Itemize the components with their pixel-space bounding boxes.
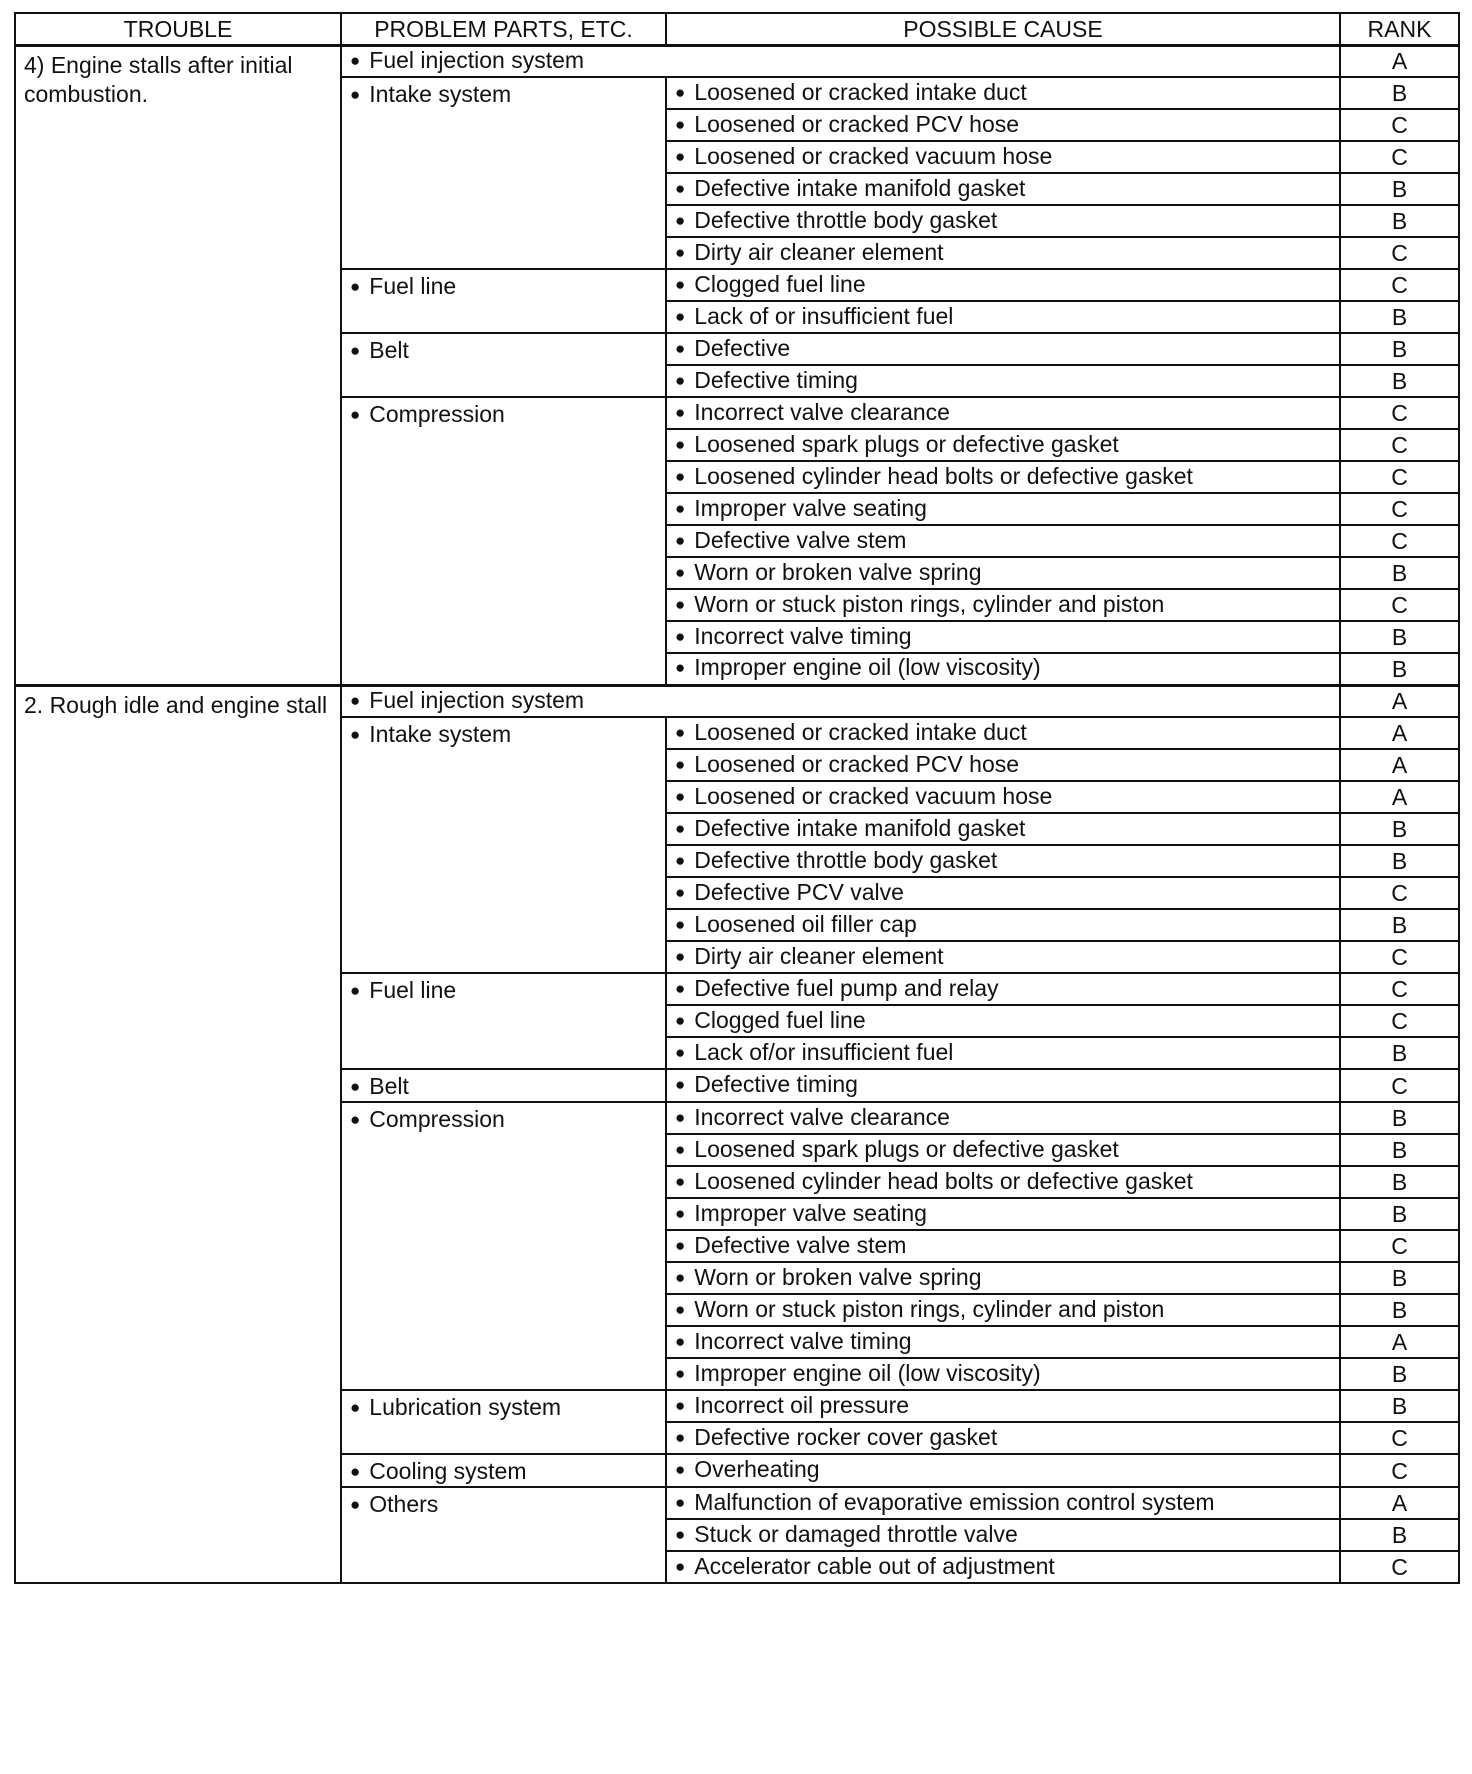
rank-cell: A — [1340, 1326, 1459, 1358]
rank-cell: C — [1340, 397, 1459, 429]
possible-cause-cell — [666, 397, 1340, 429]
possible-cause-label: ● Defective PCV valve — [675, 879, 904, 905]
rank-cell: C — [1340, 269, 1459, 301]
rank-cell: B — [1340, 333, 1459, 365]
problem-part-label: ● Fuel injection system — [350, 687, 584, 713]
possible-cause-label: ● Lack of/or insufficient fuel — [675, 1039, 953, 1065]
rank-cell: C — [1340, 429, 1459, 461]
possible-cause-cell — [666, 1230, 1340, 1262]
troubleshooting-table — [14, 12, 1460, 1584]
possible-cause-label: ● Clogged fuel line — [675, 1007, 866, 1033]
possible-cause-label: ● Loosened spark plugs or defective gasket — [675, 1136, 1119, 1162]
rank-cell: A — [1340, 1487, 1459, 1519]
rank-cell: B — [1340, 1198, 1459, 1230]
possible-cause-label: ● Worn or stuck piston rings, cylinder and piston — [675, 591, 1164, 617]
problem-part-cell — [341, 45, 1340, 77]
rank-cell: B — [1340, 621, 1459, 653]
possible-cause-cell — [666, 461, 1340, 493]
rank-cell: C — [1340, 589, 1459, 621]
possible-cause-cell — [666, 333, 1340, 365]
rank-cell: B — [1340, 301, 1459, 333]
possible-cause-cell — [666, 429, 1340, 461]
possible-cause-label: ● Defective — [675, 335, 790, 361]
rank-cell: C — [1340, 109, 1459, 141]
possible-cause-label: ● Defective valve stem — [675, 527, 906, 553]
possible-cause-label: ● Improper engine oil (low viscosity) — [675, 654, 1041, 680]
possible-cause-cell — [666, 1422, 1340, 1454]
header-problem-parts: PROBLEM PARTS, ETC. — [341, 13, 666, 45]
rank-cell: C — [1340, 973, 1459, 1005]
possible-cause-cell — [666, 1037, 1340, 1069]
rank-cell: C — [1340, 1454, 1459, 1487]
possible-cause-label: ● Defective timing — [675, 1071, 858, 1097]
possible-cause-cell — [666, 877, 1340, 909]
possible-cause-label: ● Worn or broken valve spring — [675, 1264, 982, 1290]
rank-cell: C — [1340, 1069, 1459, 1102]
table-body — [15, 45, 1459, 1583]
possible-cause-label: ● Incorrect valve timing — [675, 623, 912, 649]
possible-cause-label: ● Loosened or cracked vacuum hose — [675, 783, 1052, 809]
rank-cell: C — [1340, 1551, 1459, 1583]
rank-cell: C — [1340, 525, 1459, 557]
possible-cause-cell — [666, 77, 1340, 109]
problem-part-label: ● Compression — [350, 401, 505, 427]
possible-cause-label: ● Loosened spark plugs or defective gasket — [675, 431, 1119, 457]
rank-cell: B — [1340, 173, 1459, 205]
problem-part-label: ● Others — [350, 1491, 438, 1517]
problem-part-cell — [341, 973, 666, 1069]
trouble-cell: 4) Engine stalls after initial combustion. — [15, 45, 341, 685]
problem-part-label: ● Lubrication system — [350, 1394, 561, 1420]
possible-cause-cell — [666, 589, 1340, 621]
possible-cause-label: ● Defective rocker cover gasket — [675, 1424, 997, 1450]
possible-cause-label: ● Defective intake manifold gasket — [675, 175, 1025, 201]
possible-cause-label: ● Defective fuel pump and relay — [675, 975, 999, 1001]
possible-cause-cell — [666, 1519, 1340, 1551]
problem-part-label: ● Intake system — [350, 721, 511, 747]
rank-cell: B — [1340, 557, 1459, 589]
possible-cause-cell — [666, 1454, 1340, 1487]
possible-cause-label: ● Defective throttle body gasket — [675, 847, 997, 873]
possible-cause-cell — [666, 621, 1340, 653]
possible-cause-cell — [666, 1358, 1340, 1390]
rank-cell: C — [1340, 1422, 1459, 1454]
rank-cell: B — [1340, 205, 1459, 237]
possible-cause-cell — [666, 1069, 1340, 1102]
rank-cell: C — [1340, 461, 1459, 493]
possible-cause-cell — [666, 1166, 1340, 1198]
possible-cause-label: ● Improper engine oil (low viscosity) — [675, 1360, 1041, 1386]
possible-cause-label: ● Loosened cylinder head bolts or defective gasket — [675, 1168, 1193, 1194]
possible-cause-cell — [666, 557, 1340, 589]
possible-cause-cell — [666, 1487, 1340, 1519]
rank-cell: C — [1340, 493, 1459, 525]
possible-cause-cell — [666, 1390, 1340, 1422]
rank-cell: B — [1340, 1358, 1459, 1390]
problem-part-label: ● Fuel injection system — [350, 47, 584, 73]
possible-cause-cell — [666, 109, 1340, 141]
possible-cause-label: ● Stuck or damaged throttle valve — [675, 1521, 1018, 1547]
possible-cause-cell — [666, 813, 1340, 845]
possible-cause-cell — [666, 1005, 1340, 1037]
possible-cause-label: ● Incorrect valve clearance — [675, 1104, 950, 1130]
rank-cell: B — [1340, 1102, 1459, 1134]
rank-cell: B — [1340, 1390, 1459, 1422]
header-row — [15, 13, 1459, 45]
possible-cause-cell — [666, 973, 1340, 1005]
problem-part-label: ● Compression — [350, 1106, 505, 1132]
rank-cell: B — [1340, 1294, 1459, 1326]
possible-cause-cell — [666, 237, 1340, 269]
possible-cause-cell — [666, 749, 1340, 781]
rank-cell: B — [1340, 1166, 1459, 1198]
possible-cause-label: ● Defective intake manifold gasket — [675, 815, 1025, 841]
problem-part-cell — [341, 397, 666, 685]
problem-part-label: ● Fuel line — [350, 977, 456, 1003]
rank-cell: B — [1340, 1037, 1459, 1069]
problem-part-cell — [341, 1102, 666, 1390]
possible-cause-label: ● Malfunction of evaporative emission control system — [675, 1489, 1215, 1515]
problem-part-cell — [341, 1454, 666, 1487]
possible-cause-label: ● Loosened or cracked vacuum hose — [675, 143, 1052, 169]
possible-cause-cell — [666, 909, 1340, 941]
rank-cell: A — [1340, 45, 1459, 77]
rank-cell: B — [1340, 909, 1459, 941]
possible-cause-label: ● Improper valve seating — [675, 495, 927, 521]
possible-cause-cell — [666, 141, 1340, 173]
possible-cause-cell — [666, 1326, 1340, 1358]
rank-cell: B — [1340, 77, 1459, 109]
possible-cause-label: ● Dirty air cleaner element — [675, 239, 944, 265]
possible-cause-label: ● Loosened or cracked PCV hose — [675, 111, 1019, 137]
possible-cause-label: ● Defective valve stem — [675, 1232, 906, 1258]
rank-cell: C — [1340, 941, 1459, 973]
rank-cell: C — [1340, 237, 1459, 269]
problem-part-cell — [341, 1069, 666, 1102]
problem-part-label: ● Intake system — [350, 81, 511, 107]
possible-cause-cell — [666, 493, 1340, 525]
rank-cell: B — [1340, 845, 1459, 877]
possible-cause-label: ● Lack of or insufficient fuel — [675, 303, 953, 329]
header-trouble: TROUBLE — [15, 13, 341, 45]
possible-cause-cell — [666, 845, 1340, 877]
possible-cause-cell — [666, 653, 1340, 685]
possible-cause-cell — [666, 205, 1340, 237]
possible-cause-label: ● Worn or broken valve spring — [675, 559, 982, 585]
rank-cell: A — [1340, 781, 1459, 813]
problem-part-cell — [341, 77, 666, 269]
table-row — [15, 45, 1459, 77]
problem-part-label: ● Belt — [350, 1073, 409, 1099]
rank-cell: C — [1340, 877, 1459, 909]
possible-cause-cell — [666, 1262, 1340, 1294]
possible-cause-cell — [666, 365, 1340, 397]
rank-cell: C — [1340, 1005, 1459, 1037]
problem-part-cell — [341, 1487, 666, 1583]
rank-cell: B — [1340, 653, 1459, 685]
possible-cause-cell — [666, 717, 1340, 749]
rank-cell: B — [1340, 1519, 1459, 1551]
possible-cause-label: ● Loosened oil filler cap — [675, 911, 917, 937]
table-row — [15, 685, 1459, 717]
possible-cause-cell — [666, 1134, 1340, 1166]
possible-cause-label: ● Incorrect oil pressure — [675, 1392, 909, 1418]
rank-cell: C — [1340, 141, 1459, 173]
possible-cause-label: ● Loosened or cracked intake duct — [675, 719, 1027, 745]
possible-cause-label: ● Loosened or cracked intake duct — [675, 79, 1027, 105]
possible-cause-cell — [666, 269, 1340, 301]
trouble-cell: 2. Rough idle and engine stall — [15, 685, 341, 1583]
problem-part-cell — [341, 717, 666, 973]
rank-cell: B — [1340, 1262, 1459, 1294]
rank-cell: B — [1340, 813, 1459, 845]
possible-cause-cell — [666, 301, 1340, 333]
possible-cause-label: ● Incorrect valve timing — [675, 1328, 912, 1354]
problem-part-cell — [341, 333, 666, 397]
rank-cell: B — [1340, 365, 1459, 397]
possible-cause-label: ● Dirty air cleaner element — [675, 943, 944, 969]
rank-cell: B — [1340, 1134, 1459, 1166]
rank-cell: A — [1340, 717, 1459, 749]
possible-cause-cell — [666, 1294, 1340, 1326]
possible-cause-cell — [666, 173, 1340, 205]
problem-part-label: ● Fuel line — [350, 273, 456, 299]
possible-cause-label: ● Loosened cylinder head bolts or defective gasket — [675, 463, 1193, 489]
header-possible-cause: POSSIBLE CAUSE — [666, 13, 1340, 45]
possible-cause-label: ● Accelerator cable out of adjustment — [675, 1553, 1055, 1579]
possible-cause-label: ● Improper valve seating — [675, 1200, 927, 1226]
possible-cause-cell — [666, 781, 1340, 813]
problem-part-cell — [341, 269, 666, 333]
rank-cell: A — [1340, 749, 1459, 781]
possible-cause-label: ● Clogged fuel line — [675, 271, 866, 297]
possible-cause-label: ● Incorrect valve clearance — [675, 399, 950, 425]
possible-cause-cell — [666, 941, 1340, 973]
possible-cause-label: ● Defective timing — [675, 367, 858, 393]
possible-cause-cell — [666, 1198, 1340, 1230]
problem-part-label: ● Cooling system — [350, 1458, 527, 1484]
problem-part-cell — [341, 685, 1340, 717]
problem-part-cell — [341, 1390, 666, 1454]
possible-cause-cell — [666, 525, 1340, 557]
rank-cell: A — [1340, 685, 1459, 717]
possible-cause-label: ● Overheating — [675, 1456, 820, 1482]
rank-cell: C — [1340, 1230, 1459, 1262]
possible-cause-label: ● Defective throttle body gasket — [675, 207, 997, 233]
possible-cause-cell — [666, 1551, 1340, 1583]
problem-part-label: ● Belt — [350, 337, 409, 363]
possible-cause-label: ● Loosened or cracked PCV hose — [675, 751, 1019, 777]
possible-cause-cell — [666, 1102, 1340, 1134]
possible-cause-label: ● Worn or stuck piston rings, cylinder and piston — [675, 1296, 1164, 1322]
header-rank: RANK — [1340, 13, 1459, 45]
